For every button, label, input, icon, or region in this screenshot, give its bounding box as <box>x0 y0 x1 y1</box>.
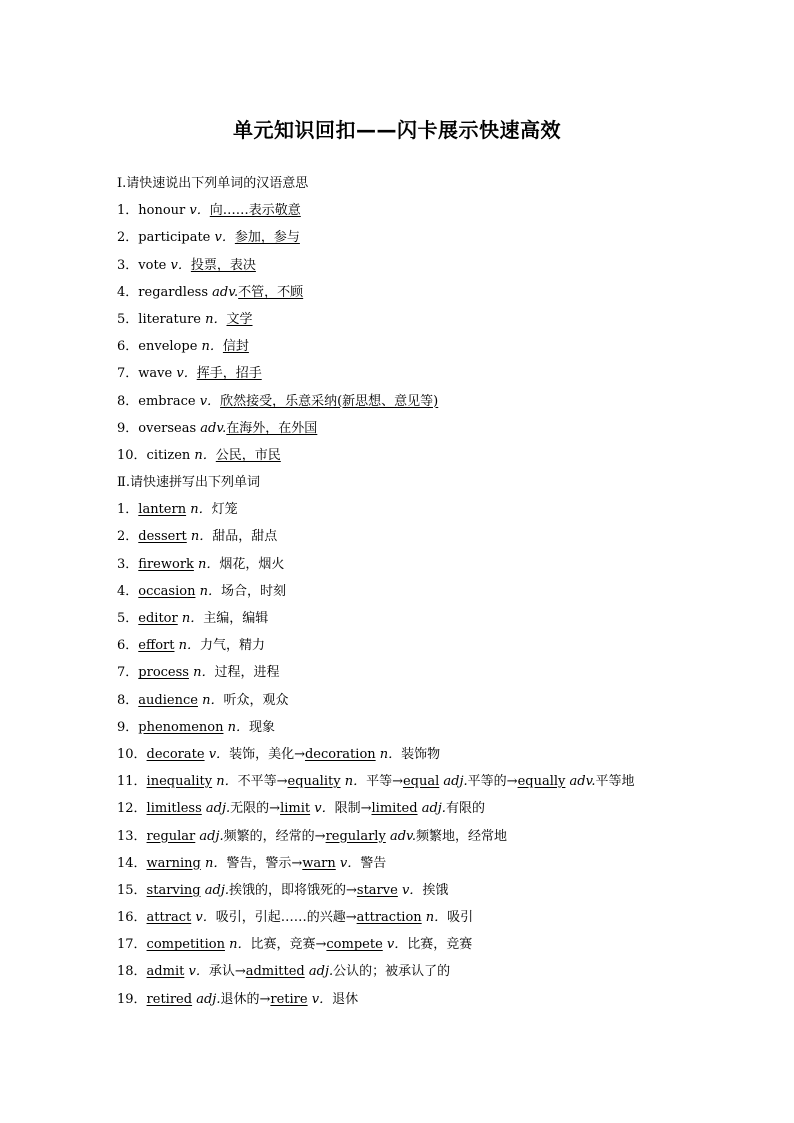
item-meaning: 退休的→ <box>220 991 271 1007</box>
section-heading: Ⅰ.请快速说出下列单词的汉语意思 <box>117 176 309 191</box>
item-number: 16． <box>117 910 147 926</box>
item-part-of-speech: n． <box>227 719 249 735</box>
item-number: 9． <box>117 719 139 735</box>
item-meaning: 平等的→ <box>467 774 518 790</box>
item-meaning: 有限的 <box>445 801 485 817</box>
list-item <box>117 279 757 306</box>
item-answer: admitted <box>245 964 305 980</box>
item-answer: decoration <box>304 746 376 762</box>
item-word: regardless <box>138 284 213 300</box>
item-part-of-speech: v． <box>339 855 361 871</box>
list-item <box>117 850 757 877</box>
item-part-of-speech: v． <box>208 746 230 762</box>
vocabulary-list <box>117 170 757 1013</box>
list-item <box>117 224 757 251</box>
item-answer: limit <box>280 801 311 817</box>
item-answer: limited <box>371 801 418 817</box>
item-answer: limitless <box>146 801 202 817</box>
item-part-of-speech: adj. <box>421 801 446 817</box>
item-number: 11． <box>117 774 147 790</box>
item-answer: competition <box>146 937 225 953</box>
item-meaning: 装饰，美化→ <box>229 746 305 762</box>
list-item <box>117 415 757 442</box>
item-number: 10． <box>117 746 147 762</box>
item-meaning: 无限的→ <box>230 801 281 817</box>
item-word: overseas <box>138 420 201 436</box>
item-answer: editor <box>138 611 178 626</box>
item-answer: warn <box>302 855 336 871</box>
item-part-of-speech: v． <box>176 366 197 382</box>
item-number: 9． <box>117 420 139 436</box>
item-answer: retired <box>146 991 193 1007</box>
item-part-of-speech: n． <box>344 774 367 790</box>
item-number: 5． <box>117 611 139 626</box>
list-item <box>117 252 757 279</box>
item-answer: compete <box>326 937 383 953</box>
item-word: envelope <box>138 339 202 355</box>
item-part-of-speech: n． <box>199 583 221 599</box>
item-number: 19． <box>117 991 147 1007</box>
item-number: 12． <box>117 801 147 817</box>
item-word: honour <box>138 203 190 219</box>
item-meaning: 力气，精力 <box>200 638 266 654</box>
item-number: 2． <box>117 230 139 246</box>
item-answer: equally <box>517 774 566 790</box>
item-answer: 欣然接受，乐意采纳(新思想、意见等) <box>220 393 439 409</box>
list-item <box>117 958 757 985</box>
item-part-of-speech: n． <box>201 339 223 355</box>
item-answer: process <box>138 665 189 681</box>
item-word: vote <box>138 257 171 273</box>
item-meaning: 烟花，烟火 <box>219 556 285 572</box>
item-part-of-speech: n． <box>190 529 213 545</box>
item-part-of-speech: v． <box>170 257 191 273</box>
list-item <box>117 360 757 387</box>
item-answer: decorate <box>146 746 205 762</box>
item-number: 6． <box>117 339 139 355</box>
item-meaning: 比赛，竞赛→ <box>250 937 327 953</box>
item-part-of-speech: v． <box>386 937 408 953</box>
item-meaning: 频繁的，经常的→ <box>223 828 326 844</box>
item-part-of-speech: n． <box>205 855 227 871</box>
list-item <box>117 523 757 550</box>
item-part-of-speech: n． <box>181 611 204 626</box>
item-answer: lantern <box>138 502 187 518</box>
item-answer: audience <box>138 692 198 708</box>
item-answer: regularly <box>325 828 386 844</box>
item-meaning: 限制→ <box>334 801 372 817</box>
item-part-of-speech: adj. <box>205 801 231 817</box>
item-part-of-speech: n． <box>198 556 220 572</box>
item-number: 5． <box>117 311 139 327</box>
item-answer: regular <box>146 828 196 844</box>
item-part-of-speech: adv. <box>212 284 239 300</box>
item-meaning: 灯笼 <box>211 502 238 518</box>
item-part-of-speech: n． <box>178 638 200 654</box>
list-item <box>117 768 757 795</box>
item-meaning: 吸引，引起……的兴趣→ <box>215 910 357 926</box>
item-part-of-speech: n． <box>379 746 402 762</box>
item-answer: attraction <box>356 910 422 926</box>
list-item <box>117 659 757 686</box>
item-part-of-speech: v． <box>314 801 335 817</box>
item-answer: 向……表示敬意 <box>209 203 301 219</box>
item-answer: retire <box>270 991 308 1007</box>
item-word: literature <box>138 311 206 327</box>
item-meaning: 挨饿的，即将饿死的→ <box>229 882 357 898</box>
list-item <box>117 333 757 360</box>
item-answer: 在海外，在外国 <box>226 420 318 436</box>
item-word: citizen <box>146 447 195 463</box>
item-part-of-speech: n． <box>205 311 227 327</box>
page-title: 单元知识回扣——闪卡展示快速高效 <box>233 118 561 142</box>
item-word: embrace <box>138 393 200 409</box>
item-part-of-speech: n． <box>194 447 216 463</box>
item-part-of-speech: n． <box>190 502 212 518</box>
item-meaning: 比赛，竞赛 <box>407 937 473 953</box>
item-meaning: 现象 <box>248 719 275 735</box>
item-part-of-speech: adj. <box>443 774 468 790</box>
item-number: 14． <box>117 855 147 871</box>
item-meaning: 平等地 <box>595 774 635 790</box>
item-number: 2． <box>117 529 139 545</box>
item-number: 4． <box>117 284 139 300</box>
item-answer: inequality <box>146 774 213 790</box>
item-answer: occasion <box>138 583 196 599</box>
item-part-of-speech: adj. <box>199 828 224 844</box>
item-number: 7． <box>117 366 139 382</box>
item-part-of-speech: v． <box>401 882 423 898</box>
list-item <box>117 823 757 850</box>
item-number: 8． <box>117 393 139 409</box>
item-part-of-speech: v． <box>199 393 221 409</box>
item-part-of-speech: adj. <box>196 991 221 1007</box>
item-word: participate <box>138 230 215 246</box>
item-number: 1． <box>117 203 139 219</box>
list-item <box>117 197 757 224</box>
section-heading: Ⅱ.请快速拼写出下列单词 <box>117 475 260 491</box>
item-part-of-speech: v． <box>188 964 209 980</box>
item-meaning: 承认→ <box>208 964 246 980</box>
item-answer: 公民，市民 <box>215 447 281 463</box>
item-part-of-speech: v． <box>195 910 216 926</box>
item-answer: admit <box>146 964 185 980</box>
item-meaning: 退休 <box>332 991 359 1007</box>
list-item <box>117 986 757 1013</box>
item-number: 17． <box>117 937 147 953</box>
item-part-of-speech: v． <box>189 203 210 219</box>
item-answer: 文学 <box>226 311 253 327</box>
item-part-of-speech: n． <box>425 910 448 926</box>
item-answer: effort <box>138 638 175 654</box>
list-item <box>117 904 757 931</box>
item-word: wave <box>138 366 177 382</box>
item-meaning: 甜品，甜点 <box>212 529 278 545</box>
item-number: 4． <box>117 583 139 599</box>
item-part-of-speech: v． <box>214 230 235 246</box>
item-number: 3． <box>117 556 139 572</box>
item-part-of-speech: v． <box>311 991 333 1007</box>
item-part-of-speech: n． <box>229 937 251 953</box>
item-answer: warning <box>146 855 201 871</box>
list-item <box>117 578 757 605</box>
item-part-of-speech: n． <box>193 665 215 681</box>
item-meaning: 警告 <box>360 855 387 871</box>
item-answer: dessert <box>138 529 187 545</box>
item-meaning: 挨饿 <box>422 882 449 898</box>
item-number: 7． <box>117 665 139 681</box>
item-number: 15． <box>117 882 147 898</box>
item-meaning: 平等→ <box>366 774 403 790</box>
item-answer: phenomenon <box>138 719 224 735</box>
list-item <box>117 687 757 714</box>
list-item <box>117 795 757 822</box>
item-part-of-speech: n． <box>216 774 238 790</box>
item-part-of-speech: n． <box>202 692 224 708</box>
item-meaning: 装饰物 <box>401 746 441 762</box>
item-answer: 不管，不顾 <box>238 284 304 300</box>
item-number: 10． <box>117 447 147 463</box>
list-item <box>117 741 757 768</box>
item-answer: 参加，参与 <box>234 230 300 246</box>
item-meaning: 警告，警示→ <box>226 855 303 871</box>
item-answer: firework <box>138 556 194 572</box>
item-part-of-speech: adj. <box>308 964 334 980</box>
item-number: 18． <box>117 964 147 980</box>
list-item <box>117 306 757 333</box>
list-item <box>117 496 757 523</box>
item-number: 3． <box>117 257 139 273</box>
item-meaning: 主编，编辑 <box>203 611 269 626</box>
item-number: 1． <box>117 502 139 518</box>
item-answer: 投票，表决 <box>190 257 256 273</box>
list-item <box>117 632 757 659</box>
item-part-of-speech: adv. <box>389 828 416 844</box>
item-meaning: 不平等→ <box>237 774 288 790</box>
item-answer: attract <box>146 910 192 926</box>
list-item <box>117 442 757 469</box>
item-part-of-speech: adv. <box>569 774 596 790</box>
item-meaning: 听众，观众 <box>223 692 289 708</box>
item-answer: 信封 <box>222 339 249 355</box>
list-item <box>117 605 757 632</box>
item-meaning: 吸引 <box>447 910 474 926</box>
item-meaning: 场合，时刻 <box>220 583 286 599</box>
item-answer: equality <box>287 774 341 790</box>
item-answer: starving <box>146 882 201 898</box>
item-number: 13． <box>117 828 147 844</box>
list-item <box>117 714 757 741</box>
item-number: 8． <box>117 692 139 708</box>
list-item <box>117 931 757 958</box>
list-item <box>117 388 757 415</box>
item-meaning: 过程，进程 <box>214 665 280 681</box>
item-part-of-speech: adj. <box>204 882 229 898</box>
item-number: 6． <box>117 638 139 654</box>
item-part-of-speech: adv. <box>200 420 227 436</box>
item-answer: starve <box>356 882 398 898</box>
list-item <box>117 551 757 578</box>
item-meaning: 频繁地，经常地 <box>415 828 507 844</box>
item-answer: equal <box>402 774 440 790</box>
item-answer: 挥手，招手 <box>196 366 262 382</box>
item-meaning: 公认的；被承认了的 <box>333 964 451 980</box>
list-item <box>117 877 757 904</box>
